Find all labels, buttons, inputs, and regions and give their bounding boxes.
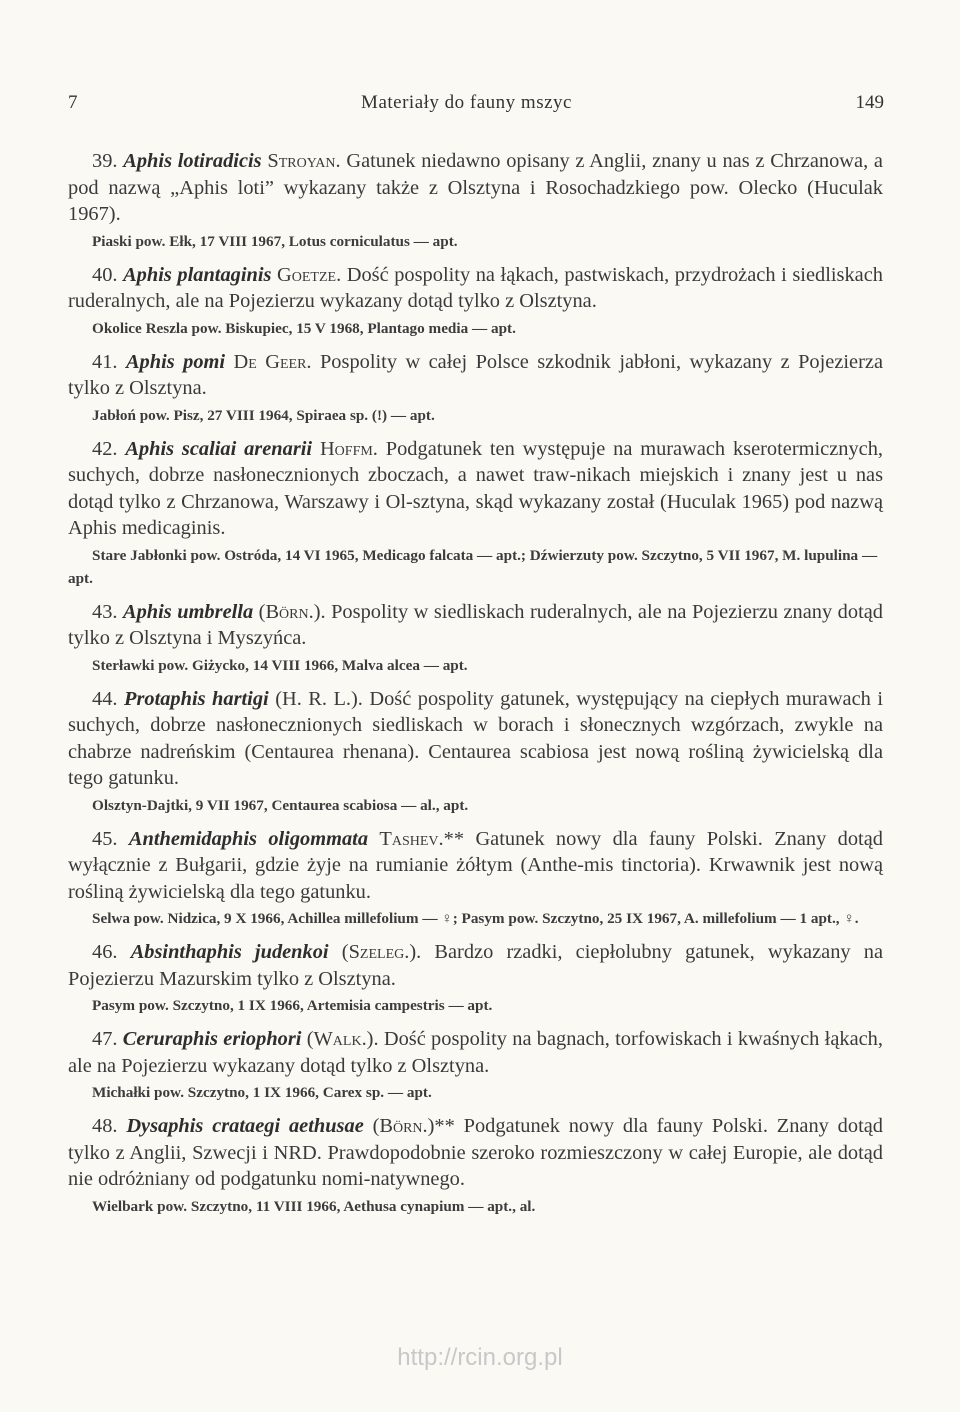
species-entry-45	[68, 826, 883, 931]
entry-paragraph	[68, 1026, 883, 1079]
entry-description: Podgatunek nowy dla fauny Polski. Znany dotąd tylko z Anglii, Szwecji i NRD. Prawdopodobnie szeroko rozmieszczony w całej Europie, ale dotąd nie odróżniany od podgatunku nomi-natywnego.	[68, 1115, 883, 1190]
species-entry-46	[68, 939, 883, 1017]
running-header	[68, 92, 884, 114]
species-name: Aphis plantaginis	[123, 263, 272, 286]
species-author: Stroyan.	[267, 150, 341, 172]
entry-number: 48.	[92, 1115, 118, 1137]
species-author: (Walk.).	[306, 1028, 379, 1050]
species-name: Protaphis hartigi	[123, 687, 269, 710]
entry-description: Gatunek nowy dla fauny Polski. Znany dotąd wyłącznie z Bułgarii, gdzie żyje na rumianie żółtym (Anthe-mis tinctoria). Krwawnik jest nową rośliną żywicielską dla tego gatunku.	[68, 827, 883, 903]
page-number: 149	[855, 92, 884, 113]
entry-number: 40.	[92, 263, 118, 286]
entry-number: 41.	[92, 350, 118, 373]
species-name: Aphis umbrella	[123, 600, 254, 623]
locality-record: Selwa pow. Nidzica, 9 X 1966, Achillea millefolium — ♀; Pasym pow. Szczytno, 25 IX 1967, A. millefolium — 1 apt., ♀.	[92, 910, 859, 927]
species-author: (Börn.).	[258, 600, 326, 623]
species-entry-43	[68, 599, 883, 677]
entry-number: 47.	[92, 1028, 118, 1050]
entry-paragraph	[68, 262, 883, 315]
species-author: De Geer.	[233, 350, 312, 373]
species-entry-41	[68, 349, 883, 427]
entry-paragraph	[68, 1113, 883, 1193]
species-author: (Szeleg.).	[341, 941, 422, 963]
entry-description: Gatunek niedawno opisany z Anglii, znany u nas z Chrzanowa, a pod nazwą „Aphis loti” wykazany także z Olsztyna i Rosochadzkiego pow. Olecko (Huculak 1967).	[68, 150, 883, 225]
entry-description: Podgatunek ten występuje na murawach kserotermicznych, suchych, dobrze nasłonecznionych zboczach, a nawet traw-nikach miejskich i znany jest u nas dotąd tylko z Chrzanowa, Warszawy i Ol-sztyna, skąd wykazany został (Huculak 1965) pod nazwą Aphis medicaginis.	[68, 437, 883, 539]
entry-paragraph	[68, 939, 883, 992]
entry-description: Dość pospolity na bagnach, torfowiskach i kwaśnych łąkach, ale na Pojezierzu wykazany dotąd tylko z Olsztyna.	[68, 1028, 883, 1077]
entry-number: 44.	[92, 687, 118, 710]
species-entry-42	[68, 436, 883, 590]
species-author: (Börn.)**	[372, 1115, 455, 1137]
locality-record: Olsztyn-Dajtki, 9 VII 1967, Centaurea scabiosa — al., apt.	[92, 796, 469, 814]
species-name: Aphis scaliai arenarii	[125, 437, 313, 460]
entry-description: Pospolity w siedliskach ruderalnych, ale na Pojezierzu znany dotąd tylko z Olsztyna i Myszyńca.	[68, 600, 883, 649]
entry-paragraph	[68, 826, 883, 906]
entry-paragraph	[68, 599, 883, 652]
locality-record: Okolice Reszla pow. Biskupiec, 15 V 1968, Plantago media — apt.	[92, 319, 516, 337]
entry-paragraph	[68, 686, 883, 792]
locality-record: Pasym pow. Szczytno, 1 IX 1966, Artemisia campestris — apt.	[92, 997, 493, 1014]
species-name: Dysaphis crataegi aethusae	[126, 1115, 364, 1137]
locality-record: Piaski pow. Ełk, 17 VIII 1967, Lotus corniculatus — apt.	[92, 232, 458, 250]
species-author: (H. R. L.).	[275, 687, 363, 710]
entry-number: 45.	[92, 827, 118, 850]
header-title: Materiały do fauny mszyc	[361, 92, 572, 113]
watermark-url: http://rcin.org.pl	[397, 1344, 563, 1371]
species-entry-48	[68, 1113, 883, 1218]
entry-number: 39.	[92, 150, 118, 172]
locality-record: Jabłoń pow. Pisz, 27 VIII 1964, Spiraea sp. (!) — apt.	[92, 406, 435, 424]
entry-number: 46.	[92, 941, 118, 963]
entry-paragraph	[68, 436, 883, 542]
header-left-mark: 7	[68, 92, 78, 113]
species-name: Aphis lotiradicis	[123, 150, 262, 172]
species-author: Goetze.	[277, 263, 342, 286]
entry-description: Dość pospolity na łąkach, pastwiskach, przydrożach i siedliskach ruderalnych, ale na Pojezierzu wykazany dotąd tylko z Olsztyna.	[68, 263, 883, 312]
species-name: Anthemidaphis oligommata	[128, 827, 369, 850]
species-entry-47	[68, 1026, 883, 1104]
locality-record: Michałki pow. Szczytno, 1 IX 1966, Carex sp. — apt.	[92, 1084, 432, 1101]
locality-record: Sterławki pow. Giżycko, 14 VIII 1966, Malva alcea — apt.	[92, 656, 468, 674]
species-author: Hoffm.	[319, 437, 378, 460]
locality-record: Stare Jabłonki pow. Ostróda, 14 VI 1965, Medicago falcata — apt.; Dźwierzuty pow. Szczytno, 5 VII 1967, M. lupulina — apt.	[68, 546, 878, 587]
species-name: Ceruraphis eriophori	[122, 1028, 302, 1050]
species-name: Absinthaphis judenkoi	[130, 941, 329, 963]
entry-number: 43.	[92, 600, 118, 623]
entry-number: 42.	[92, 437, 118, 460]
body-text	[68, 148, 883, 1227]
species-name: Aphis pomi	[125, 350, 226, 373]
species-entry-39	[68, 148, 883, 253]
entry-paragraph	[68, 349, 883, 402]
locality-record: Wielbark pow. Szczytno, 11 VIII 1966, Aethusa cynapium — apt., al.	[92, 1197, 536, 1215]
entry-description: Bardzo rzadki, ciepłolubny gatunek, wykazany na Pojezierzu Mazurskim tylko z Olsztyna.	[68, 941, 884, 990]
species-entry-44	[68, 686, 883, 817]
species-entry-40	[68, 262, 883, 340]
entry-paragraph	[68, 148, 883, 228]
entry-description: Pospolity w całej Polsce szkodnik jabłoni, wykazany z Pojezierza tylko z Olsztyna.	[68, 350, 883, 399]
entry-description: Dość pospolity gatunek, występujący na ciepłych murawach i suchych, dobrze nasłonecznionych siedliskach w borach i słonecznych wzgórzach, zwykle na chabrze nadreńskim (Centaurea rhenana). Centaurea scabiosa jest nową rośliną żywicielską dla tego gatunku.	[68, 687, 883, 789]
species-author: Tashev.**	[379, 827, 465, 850]
